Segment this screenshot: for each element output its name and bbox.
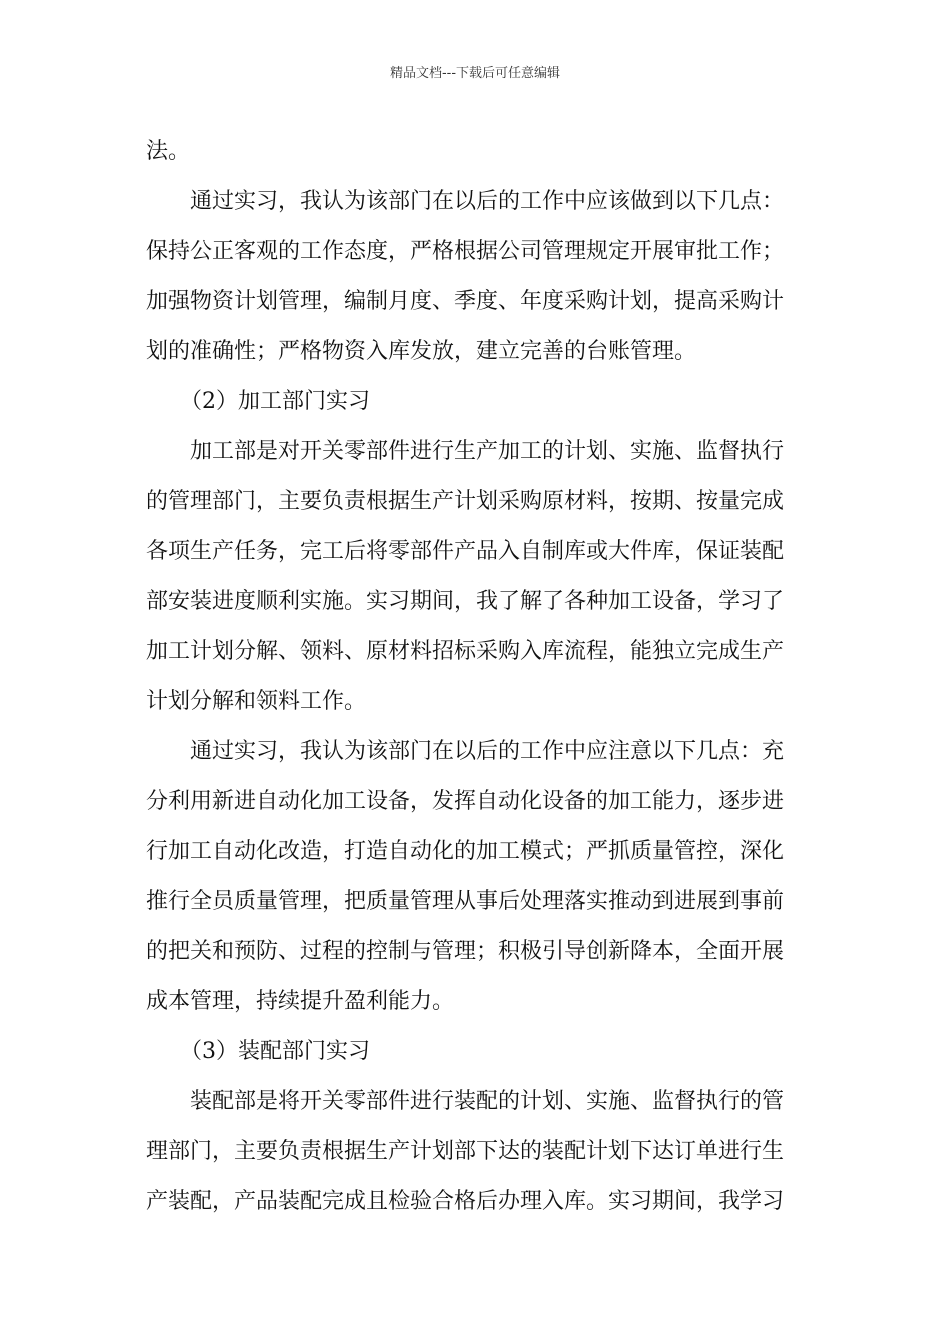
text-line: 加强物资计划管理，编制月度、季度、年度采购计划，提高采购计 <box>146 289 785 314</box>
text-line: 的管理部门，主要负责根据生产计划采购原材料，按期、按量完成 <box>146 489 785 514</box>
text-line: 计划分解和领料工作。 <box>146 689 367 714</box>
text-line: 部安装进度顺利实施。实习期间，我了解了各种加工设备，学习了 <box>146 589 785 614</box>
text-line: 分利用新进自动化加工设备，发挥自动化设备的加工能力，逐步进 <box>146 789 785 814</box>
text-line: 保持公正客观的工作态度，严格根据公司管理规定开展审批工作； <box>146 239 785 264</box>
text-line: 加工计划分解、领料、原材料招标采购入库流程，能独立完成生产 <box>146 639 785 664</box>
text-line: 各项生产任务，完工后将零部件产品入自制库或大件库，保证装配 <box>146 539 785 564</box>
text-line: 行加工自动化改造，打造自动化的加工模式；严抓质量管控，深化 <box>146 839 785 864</box>
section-heading: （2）加工部门实习 <box>180 389 370 414</box>
text-line: 划的准确性；严格物资入库发放，建立完善的台账管理。 <box>146 339 697 364</box>
text-line: 推行全员质量管理，把质量管理从事后处理落实推动到进展到事前 <box>146 889 785 914</box>
text-line: 法。 <box>146 139 191 164</box>
text-line: 的把关和预防、过程的控制与管理；积极引导创新降本，全面开展 <box>146 939 785 964</box>
paragraph-first-line: 装配部是将开关零部件进行装配的计划、实施、监督执行的管 <box>190 1089 785 1114</box>
paragraph-first-line: 加工部是对开关零部件进行生产加工的计划、实施、监督执行 <box>190 439 785 464</box>
paragraph-first-line: 通过实习，我认为该部门在以后的工作中应注意以下几点：充 <box>190 739 785 764</box>
text-line: 理部门，主要负责根据生产计划部下达的装配计划下达订单进行生 <box>146 1139 785 1164</box>
paragraph-first-line: 通过实习，我认为该部门在以后的工作中应该做到以下几点： <box>190 189 785 214</box>
text-line: 成本管理，持续提升盈利能力。 <box>146 989 455 1014</box>
section-heading: （3）装配部门实习 <box>180 1039 370 1064</box>
page-header: 精品文档---下载后可任意编辑 <box>389 66 561 81</box>
text-line: 产装配，产品装配完成且检验合格后办理入库。实习期间，我学习 <box>146 1189 785 1214</box>
